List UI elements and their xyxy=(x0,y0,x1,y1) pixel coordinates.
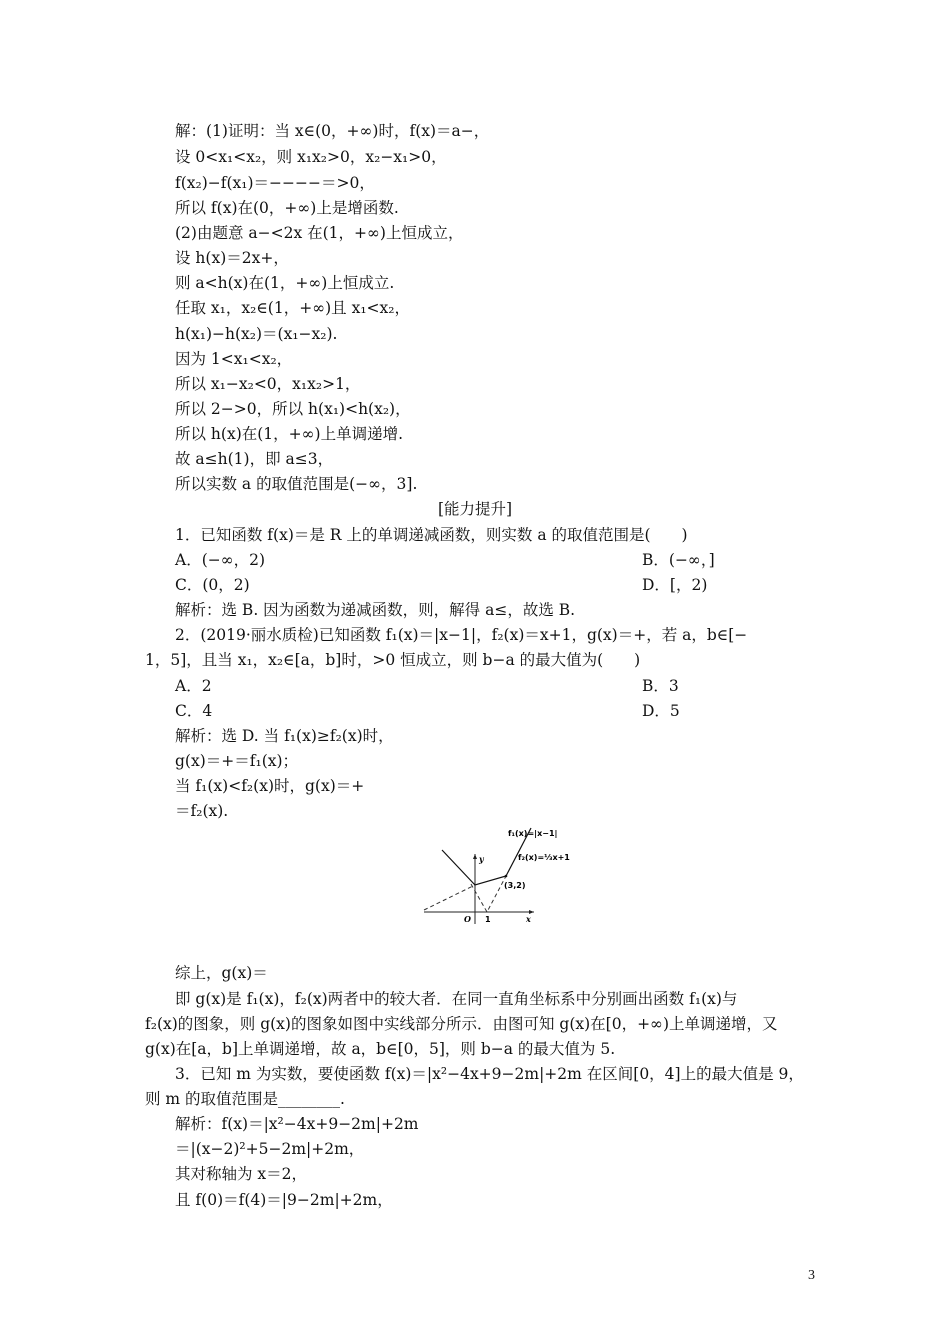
question-3-cont: 则 m 的取值范围是________. xyxy=(145,1090,345,1108)
label-x: x xyxy=(526,914,531,924)
text-line: 所以 f(x)在(0，+∞)上是增函数. xyxy=(175,199,399,217)
option-a: A．2 xyxy=(175,677,212,695)
text-line: 所以实数 a 的取值范围是(−∞，3]. xyxy=(175,475,418,493)
label-y: y xyxy=(479,854,484,864)
f2-dashed-line xyxy=(424,885,475,910)
text-line: 任取 x₁，x₂∈(1，+∞)且 x₁<x₂， xyxy=(175,299,410,317)
label-f2: f₂(x)=⅓x+1 xyxy=(518,853,570,862)
text-line: 解析：f(x)＝|x²−4x+9−2m|+2m xyxy=(175,1115,419,1133)
label-point: (3,2) xyxy=(504,881,526,890)
option-b: B．(−∞，] xyxy=(642,551,715,569)
text-line: h(x₁)−h(x₂)＝(x₁−x₂). xyxy=(175,325,338,343)
text-line: f₂(x)的图象，则 g(x)的图象如图中实线部分所示．由图可知 g(x)在[0，+∞)上单调递增，又 xyxy=(145,1015,778,1033)
text-line: 设 h(x)＝2x+， xyxy=(175,249,289,267)
text-line: 所以 2−>0，所以 h(x₁)<h(x₂)， xyxy=(175,400,411,418)
text-line: ＝f₂(x). xyxy=(175,802,229,820)
text-line: 所以 h(x)在(1，+∞)上单调递增. xyxy=(175,425,404,443)
option-c: C．(0，2) xyxy=(175,576,250,594)
text-line: 设 0<x₁<x₂，则 x₁x₂>0，x₂−x₁>0， xyxy=(175,148,447,166)
text-line: 且 f(0)＝f(4)＝|9−2m|+2m， xyxy=(175,1191,393,1209)
option-b: B．3 xyxy=(642,677,679,695)
option-a: A．(−∞，2) xyxy=(175,551,266,569)
text-line: 则 a<h(x)在(1，+∞)上恒成立. xyxy=(175,274,395,292)
text-line: ＝|(x−2)²+5−2m|+2m， xyxy=(175,1140,365,1158)
text-line: g(x)＝+＝f₁(x)； xyxy=(175,752,299,770)
text-line: f(x₂)−f(x₁)＝−−−−＝>0， xyxy=(175,174,375,192)
text-line: 综上，g(x)＝ xyxy=(175,964,268,982)
intersection-point xyxy=(505,875,508,878)
section-heading: [能力提升] xyxy=(437,500,513,518)
option-c: C．4 xyxy=(175,702,213,720)
label-one: 1 xyxy=(485,915,491,924)
text-line: 因为 1<x₁<x₂， xyxy=(175,350,293,368)
option-d: D．[，2) xyxy=(642,576,708,594)
text-line: 当 f₁(x)<f₂(x)时，g(x)＝+ xyxy=(175,777,365,795)
text-line: 即 g(x)是 f₁(x)，f₂(x)两者中的较大者．在同一直角坐标系中分别画出函数 f₁(x)与 xyxy=(175,990,738,1008)
question-3: 3．已知 m 为实数，要使函数 f(x)＝|x²−4x+9−2m|+2m 在区间[0，4]上的最大值是 9， xyxy=(175,1065,804,1083)
label-f1: f₁(x)=|x−1| xyxy=(508,829,558,838)
text-line: 其对称轴为 x＝2， xyxy=(175,1165,308,1183)
text-line: 故 a≤h(1)，即 a≤3， xyxy=(175,450,334,468)
text-line: 解析：选 B. 因为函数为递减函数，则，解得 a≤，故选 B. xyxy=(175,601,576,619)
label-origin: O xyxy=(464,914,471,924)
question-2-cont: 1，5]，且当 x₁，x₂∈[a，b]时，>0 恒成立，则 b−a 的最大值为( ) xyxy=(145,651,641,669)
text-line: 解：(1)证明：当 x∈(0，+∞)时，f(x)＝a−， xyxy=(175,122,490,140)
function-graph-figure xyxy=(418,826,570,926)
question-2: 2．(2019·丽水质检)已知函数 f₁(x)＝|x−1|，f₂(x)＝x+1，g(x)＝+，若 a，b∈[− xyxy=(175,626,748,644)
text-line: 解析：选 D. 当 f₁(x)≥f₂(x)时， xyxy=(175,727,394,745)
page-number: 3 xyxy=(808,1268,815,1283)
text-line: 所以 x₁−x₂<0，x₁x₂>1， xyxy=(175,375,361,393)
question-1: 1．已知函数 f(x)＝是 R 上的单调递减函数，则实数 a 的取值范围是( ) xyxy=(175,526,688,544)
option-d: D．5 xyxy=(642,702,680,720)
text-line: g(x)在[a，b]上单调递增，故 a，b∈[0，5]，则 b−a 的最大值为 5. xyxy=(145,1040,616,1058)
y-axis-arrow xyxy=(473,854,477,859)
text-line: (2)由题意 a−<2x 在(1，+∞)上恒成立， xyxy=(175,224,464,242)
